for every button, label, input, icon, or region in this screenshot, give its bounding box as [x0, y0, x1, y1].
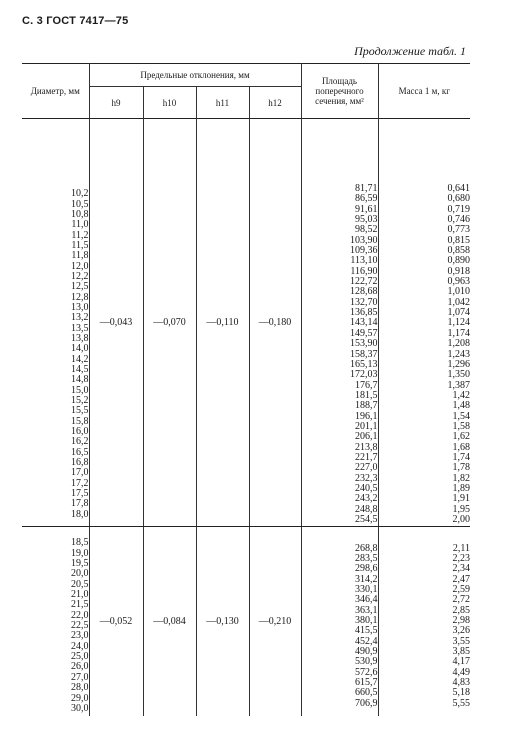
- table-cell: 95,03: [355, 214, 378, 226]
- table-cell: 0,680: [447, 193, 470, 205]
- table-cell: 18,0: [71, 508, 89, 520]
- table-cell: 172,03: [350, 369, 378, 381]
- table-cell: 1,54: [452, 410, 470, 422]
- table-cell: 196,1: [355, 410, 378, 422]
- table-cell: 17,8: [71, 498, 89, 510]
- table-cell: 103,90: [350, 234, 378, 246]
- table-cell: 13,8: [71, 332, 89, 344]
- table-cell: 116,90: [350, 265, 378, 277]
- table-cell: 153,90: [350, 338, 378, 350]
- table-cell: 3,26: [452, 625, 470, 637]
- mass-list: [378, 527, 470, 716]
- table-cell: 2,34: [452, 563, 470, 575]
- table-cell: 86,59: [355, 193, 378, 205]
- table-cell: 13,2: [71, 312, 89, 324]
- table-cell: 20,0: [71, 568, 89, 580]
- table-cell: 26,0: [71, 661, 89, 673]
- table-cell: 11,2: [71, 229, 89, 241]
- table-cell: 17,5: [71, 488, 89, 500]
- table-cell: 2,85: [452, 604, 470, 616]
- deviation-h12: —0,210: [249, 527, 301, 716]
- table-cell: 15,8: [71, 415, 89, 427]
- table-cell: 158,37: [350, 348, 378, 360]
- table-cell: 490,9: [355, 645, 378, 657]
- table-cell: 22,0: [71, 609, 89, 621]
- table-cell: 0,858: [447, 245, 470, 257]
- table-cell: 128,68: [350, 286, 378, 298]
- table-cell: 10,5: [71, 198, 89, 210]
- table-cell: 1,42: [452, 389, 470, 401]
- table-cell: 14,0: [71, 343, 89, 355]
- page-header: С. 3 ГОСТ 7417—75: [22, 15, 129, 27]
- table-cell: 1,91: [452, 493, 470, 505]
- table-cell: 1,74: [452, 451, 470, 463]
- table-cell: 16,2: [71, 436, 89, 448]
- table-cell: 0,815: [447, 234, 470, 246]
- table-cell: 91,61: [355, 203, 378, 215]
- table-cell: 330,1: [355, 583, 378, 595]
- table-cell: 188,7: [355, 400, 378, 412]
- table-cell: 143,14: [350, 317, 378, 329]
- table-cell: 21,5: [71, 599, 89, 611]
- table-cell: 0,746: [447, 214, 470, 226]
- table-cell: 15,5: [71, 405, 89, 417]
- deviation-h11: —0,110: [196, 119, 249, 527]
- table-cell: 1,48: [452, 400, 470, 412]
- table-cell: 19,5: [71, 558, 89, 570]
- table-cell: 2,59: [452, 583, 470, 595]
- table-cell: 206,1: [355, 431, 378, 443]
- table-cell: 1,89: [452, 482, 470, 494]
- table-cell: 363,1: [355, 604, 378, 616]
- table-cell: 17,0: [71, 467, 89, 479]
- table-cell: 298,6: [355, 563, 378, 575]
- table-cell: 81,71: [355, 183, 378, 194]
- header-deviations: Предельные отклонения, мм: [89, 64, 301, 87]
- table-cell: 1,62: [452, 431, 470, 443]
- diameter-list: [22, 119, 89, 527]
- table-cell: 5,18: [452, 687, 470, 699]
- table-cell: 0,773: [447, 224, 470, 236]
- table-cell: 18,5: [71, 537, 89, 549]
- table-cell: 25,0: [71, 651, 89, 663]
- table-cell: 1,208: [447, 338, 470, 350]
- header-h12: h12: [249, 87, 301, 119]
- table-cell: 615,7: [355, 676, 378, 688]
- table-cell: 1,68: [452, 441, 470, 453]
- table-cell: 16,0: [71, 426, 89, 438]
- table-cell: 11,8: [71, 250, 89, 262]
- header-h11: h11: [196, 87, 249, 119]
- table-cell: 2,11: [452, 542, 470, 554]
- table-cell: 346,4: [355, 594, 378, 606]
- table-cell: 1,074: [447, 307, 470, 319]
- table-cell: 15,0: [71, 384, 89, 396]
- table-cell: 10,8: [71, 208, 89, 220]
- table-cell: 21,0: [71, 589, 89, 601]
- area-list: [301, 527, 378, 716]
- table-cell: 4,83: [452, 676, 470, 688]
- table-cell: 14,2: [71, 353, 89, 365]
- table-cell: 12,5: [71, 281, 89, 293]
- table-cell: 2,47: [452, 573, 470, 585]
- table-cell: 0,641: [447, 183, 470, 194]
- table-cell: 660,5: [355, 687, 378, 699]
- table-cell: 20,5: [71, 578, 89, 590]
- table-cell: 232,3: [355, 472, 378, 484]
- deviation-h10: —0,084: [143, 527, 196, 716]
- table-cell: 2,00: [452, 514, 470, 525]
- table-cell: 572,6: [355, 666, 378, 678]
- deviation-h10: —0,070: [143, 119, 196, 527]
- table-cell: 122,72: [350, 276, 378, 288]
- table-cell: 1,296: [447, 358, 470, 370]
- table-cell: 0,963: [447, 276, 470, 288]
- table-cell: 1,174: [447, 327, 470, 339]
- mass-list: [378, 119, 470, 527]
- table-cell: 415,5: [355, 625, 378, 637]
- table-cell: 1,387: [447, 379, 470, 391]
- header-h10: h10: [143, 87, 196, 119]
- table-cell: 248,8: [355, 503, 378, 515]
- table-cell: 1,82: [452, 472, 470, 484]
- table-cell: 109,36: [350, 245, 378, 257]
- table-cell: 530,9: [355, 656, 378, 668]
- area-list: [301, 119, 378, 527]
- table-cell: 213,8: [355, 441, 378, 453]
- table-cell: 12,0: [71, 260, 89, 272]
- table-cell: 181,5: [355, 389, 378, 401]
- table-continuation-caption: Продолжение табл. 1: [354, 44, 466, 58]
- table-cell: 1,010: [447, 286, 470, 298]
- table-cell: 149,57: [350, 327, 378, 339]
- table-cell: 22,5: [71, 620, 89, 632]
- table-cell: 136,85: [350, 307, 378, 319]
- table-cell: 2,72: [452, 594, 470, 606]
- table-cell: 3,85: [452, 645, 470, 657]
- dimensions-table: [22, 63, 470, 716]
- deviation-h11: —0,130: [196, 527, 249, 716]
- deviation-h12: —0,180: [249, 119, 301, 527]
- table-cell: 24,0: [71, 640, 89, 652]
- table-cell: 1,124: [447, 317, 470, 329]
- diameter-list: [22, 527, 89, 716]
- table-cell: 4,17: [452, 656, 470, 668]
- table-cell: 283,5: [355, 552, 378, 564]
- table-cell: 380,1: [355, 614, 378, 626]
- table-cell: 14,8: [71, 374, 89, 386]
- table-cell: 98,52: [355, 224, 378, 236]
- header-h9: h9: [89, 87, 143, 119]
- table-cell: 1,042: [447, 296, 470, 308]
- table-cell: 0,918: [447, 265, 470, 277]
- table-cell: 14,5: [71, 364, 89, 376]
- table-cell: 16,8: [71, 457, 89, 469]
- table-cell: 254,5: [355, 514, 378, 525]
- table-cell: 227,0: [355, 462, 378, 474]
- table-cell: 19,0: [71, 547, 89, 559]
- table-cell: 15,2: [71, 395, 89, 407]
- table-cell: 176,7: [355, 379, 378, 391]
- table-cell: 240,5: [355, 482, 378, 494]
- header-area: Площадь поперечного сечения, мм²: [301, 64, 378, 119]
- table-cell: 165,13: [350, 358, 378, 370]
- table-cell: 10,2: [71, 188, 89, 200]
- table-cell: 12,8: [71, 291, 89, 303]
- table-cell: 17,2: [71, 477, 89, 489]
- table-cell: 2,23: [452, 552, 470, 564]
- table-cell: 1,243: [447, 348, 470, 360]
- table-cell: 2,98: [452, 614, 470, 626]
- table-cell: 221,7: [355, 451, 378, 463]
- table-cell: 13,5: [71, 322, 89, 334]
- table-cell: 23,0: [71, 630, 89, 642]
- table-cell: 243,2: [355, 493, 378, 505]
- table-cell: 706,9: [355, 697, 378, 709]
- table-cell: 0,719: [447, 203, 470, 215]
- table-row-group-2: [22, 527, 470, 716]
- table-cell: 16,5: [71, 446, 89, 458]
- table-cell: 29,0: [71, 692, 89, 704]
- table-cell: 314,2: [355, 573, 378, 585]
- table-cell: 1,78: [452, 462, 470, 474]
- header-mass: Масса 1 м, кг: [398, 86, 450, 96]
- table-cell: 12,2: [71, 270, 89, 282]
- table-cell: 0,890: [447, 255, 470, 267]
- table-cell: 3,55: [452, 635, 470, 647]
- table-cell: 4,49: [452, 666, 470, 678]
- table-cell: 11,5: [71, 239, 89, 251]
- table-cell: 5,55: [452, 697, 470, 709]
- table-cell: 452,4: [355, 635, 378, 647]
- table-cell: 113,10: [350, 255, 378, 267]
- table-cell: 30,0: [71, 702, 89, 714]
- table-cell: 28,0: [71, 682, 89, 694]
- table-cell: 1,95: [452, 503, 470, 515]
- table-cell: 1,350: [447, 369, 470, 381]
- table-cell: 201,1: [355, 420, 378, 432]
- table-cell: 27,0: [71, 671, 89, 683]
- table-cell: 1,58: [452, 420, 470, 432]
- deviation-h9: —0,043: [89, 119, 143, 527]
- table-cell: 13,0: [71, 301, 89, 313]
- table-cell: 11,0: [71, 219, 89, 231]
- table-row-group-1: [22, 119, 470, 527]
- table-cell: 268,8: [355, 542, 378, 554]
- table-cell: 132,70: [350, 296, 378, 308]
- header-diameter: Диаметр, мм: [22, 64, 89, 119]
- deviation-h9: —0,052: [89, 527, 143, 716]
